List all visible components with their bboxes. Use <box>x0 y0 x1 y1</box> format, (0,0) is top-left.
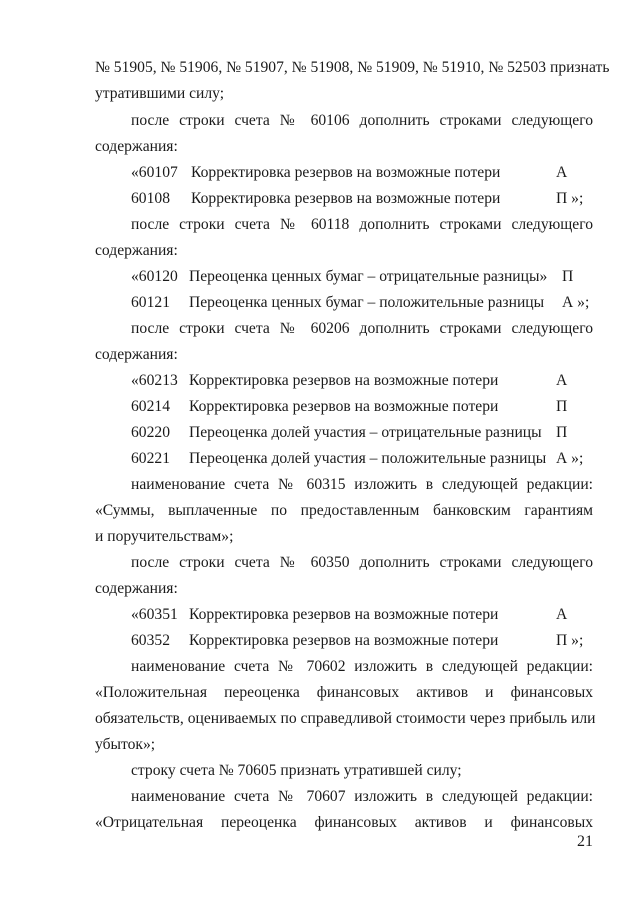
text-line: после строки счета № 60350 дополнить строками следующего <box>131 554 593 571</box>
text-line: убыток»; <box>95 736 156 753</box>
text-line: после строки счета № 60106 дополнить строками следующего <box>131 112 593 129</box>
account-name: Переоценка ценных бумаг – отрицательные разницы» <box>189 268 548 285</box>
account-type: П <box>562 268 574 285</box>
text-line: наименование счета № 70607 изложить в следующей редакции: <box>131 788 593 805</box>
account-name: Корректировка резервов на возможные потери <box>189 632 499 649</box>
text-line: содержания: <box>95 242 178 259</box>
text-line: содержания: <box>95 138 178 155</box>
text-line: утратившими силу; <box>95 85 225 102</box>
text-line: после строки счета № 60206 дополнить строками следующего <box>131 320 593 337</box>
account-type: П »; <box>556 190 584 207</box>
account-name: Переоценка долей участия – положительные разницы <box>189 450 547 467</box>
account-name: Корректировка резервов на возможные потери <box>191 164 501 181</box>
text-line: обязательств, оцениваемых по справедливой стоимости через прибыль или <box>95 710 596 727</box>
account-type: П »; <box>556 632 584 649</box>
text-line: № 51905, № 51906, № 51907, № 51908, № 51909, № 51910, № 52503 признать <box>95 59 610 76</box>
text-line: «Отрицательная переоценка финансовых активов и финансовых <box>95 814 593 831</box>
text-line: и поручительствам»; <box>95 528 234 545</box>
text-line: наименование счета № 60315 изложить в следующей редакции: <box>131 476 593 493</box>
text-line: содержания: <box>95 346 178 363</box>
account-name: Переоценка ценных бумаг – положительные разницы <box>189 294 545 311</box>
text-line: «Положительная переоценка финансовых активов и финансовых <box>95 684 593 701</box>
account-code: 60221 <box>131 450 170 467</box>
account-name: Корректировка резервов на возможные потери <box>191 190 501 207</box>
text-line: «Суммы, выплаченные по предоставленным банковским гарантиям <box>95 502 593 519</box>
text-line: содержания: <box>95 580 178 597</box>
account-code: 60121 <box>131 294 170 311</box>
text-line: после строки счета № 60118 дополнить строками следующего <box>131 216 593 233</box>
account-type: А <box>556 606 568 623</box>
account-code: «60107 <box>131 164 178 181</box>
account-type: А <box>556 372 568 389</box>
text-line: строку счета № 70605 признать утратившей силу; <box>131 762 462 779</box>
account-name: Корректировка резервов на возможные потери <box>189 606 499 623</box>
account-name: Переоценка долей участия – отрицательные разницы <box>189 424 542 441</box>
account-type: А »; <box>556 450 584 467</box>
account-type: П <box>556 398 568 415</box>
account-code: 60220 <box>131 424 170 441</box>
account-code: 60108 <box>131 190 170 207</box>
account-type: А »; <box>562 294 590 311</box>
account-name: Корректировка резервов на возможные потери <box>189 398 499 415</box>
account-code: «60120 <box>131 268 178 285</box>
page-number: 21 <box>577 833 593 850</box>
account-type: А <box>556 164 568 181</box>
account-code: «60213 <box>131 372 178 389</box>
account-name: Корректировка резервов на возможные потери <box>189 372 499 389</box>
account-code: «60351 <box>131 606 178 623</box>
account-code: 60352 <box>131 632 170 649</box>
account-type: П <box>556 424 568 441</box>
text-line: наименование счета № 70602 изложить в следующей редакции: <box>131 658 593 675</box>
account-code: 60214 <box>131 398 170 415</box>
